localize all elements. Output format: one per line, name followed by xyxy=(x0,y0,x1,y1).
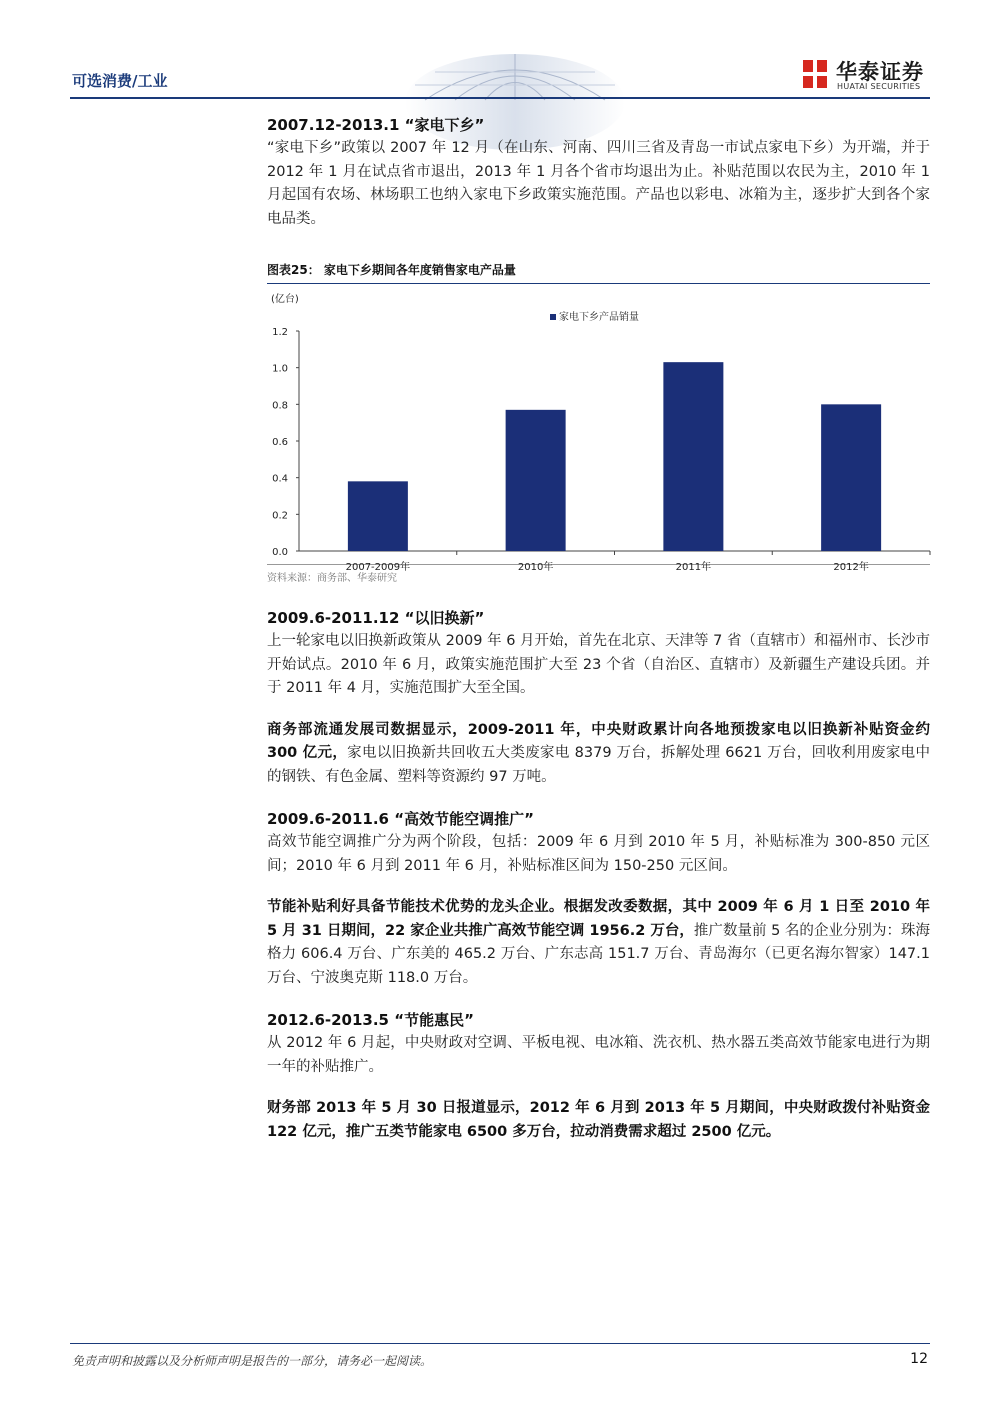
section-title: 2012.6-2013.5 “节能惠民” xyxy=(267,1011,474,1029)
y-tick-label: 0.4 xyxy=(272,473,288,485)
huatai-logo xyxy=(800,58,930,94)
page-number: 12 xyxy=(910,1351,928,1367)
x-tick-label: 2010年 xyxy=(517,562,554,573)
y-tick-label: 1.2 xyxy=(272,327,288,338)
section-paragraph: 高效节能空调推广分为两个阶段，包括：2009 年 6 月到 2010 年 5 月，补贴标准为 300-850 元区间；2010 年 6 月到 2011 年 6 月，补贴标准区间为 150-250 元区间。 xyxy=(267,834,930,874)
disclaimer: 免责声明和披露以及分析师声明是报告的一部分，请务必一起阅读。 xyxy=(72,1354,433,1368)
legend-swatch xyxy=(550,314,556,320)
section-paragraph: 上一轮家电以旧换新政策从 2009 年 6 月开始，首先在北京、天津等 7 省（直辖市）和福州市、长沙市开始试点。2010 年 6 月，政策实施范围扩大至 23 个省（自治区、直辖市）及新疆生产建设兵团。并于 2011 年 4 月，实施范围扩大至全国。 xyxy=(267,633,931,696)
section-paragraph: “家电下乡”政策以 2007 年 12 月（在山东、河南、四川三省及青岛一市试点家电下乡）为开端，并于 2012 年 1 月在试点省市退出，2013 年 1 月各个省市均退出为止。补贴范围以农民为主，2010 年 1 月起国有农场、林场职工也纳入家电下乡政策实施范围。产品也以彩电、冰箱为主，逐步扩大到各个家电品类。 xyxy=(267,140,930,227)
section-title: 2007.12-2013.1 “家电下乡” xyxy=(267,116,485,134)
x-tick-label: 2011年 xyxy=(675,562,712,573)
section-title: 2009.6-2011.12 “以旧换新” xyxy=(267,609,485,627)
y-axis-label: (亿台) xyxy=(271,294,299,305)
body-text: 家电以旧换新共回收五大类废家电 8379 万台，拆解处理 6621 万台，回收利用废家电中的钢铁、有色金属、塑料等资源约 97 万吨。 xyxy=(267,745,930,785)
section-paragraph: 从 2012 年 6 月起，中央财政对空调、平板电视、电冰箱、洗衣机、热水器五类高效节能家电进行为期一年的补贴推广。 xyxy=(267,1035,930,1075)
section-title: 2009.6-2011.6 “高效节能空调推广” xyxy=(267,810,534,828)
highlight-text: 商务部流通发展司数据显示，2009-2011 年，中央财政累计向各地预拨家电以旧换新补贴资金约 300 亿元， xyxy=(267,721,930,761)
section-paragraph xyxy=(267,1097,930,1144)
chart-bar xyxy=(506,410,566,551)
section-paragraph xyxy=(267,719,930,790)
chart-svg xyxy=(267,284,930,573)
highlight-text: 财务部 2013 年 5 月 30 日报道显示，2012 年 6 月到 2013 年 5 月期间，中央财政拨付补贴资金 122 亿元，推广五类节能家电 6500 多万台，拉动消费需求超过 2500 亿元。 xyxy=(267,1100,930,1140)
figure-source: 资料来源：商务部、华泰研究 xyxy=(267,573,397,584)
y-tick-label: 0.2 xyxy=(272,510,288,522)
legend-label: 家电下乡产品销量 xyxy=(559,312,639,323)
y-tick-label: 1.0 xyxy=(272,363,288,375)
x-tick-label: 2012年 xyxy=(833,562,869,573)
bar-chart xyxy=(267,284,930,573)
y-tick-label: 0.8 xyxy=(272,400,288,412)
huatai-logo-mark-icon xyxy=(800,58,830,90)
y-tick-label: 0.0 xyxy=(272,547,288,558)
chart-bar xyxy=(348,481,408,551)
globe-decoration-icon xyxy=(385,40,645,100)
chart-bar xyxy=(821,404,881,551)
main-content xyxy=(267,113,930,1144)
section-paragraph xyxy=(267,896,930,990)
highlight-text: 节能补贴利好具备节能技术优势的龙头企业。根据发改委数据，其中 2009 年 6 月 1 日至 2010 年 5 月 31 日期间，22 家企业共推广高效节能空调 1956.2 万台， xyxy=(267,899,930,939)
report-category: 可选消费/工业 xyxy=(72,72,168,90)
chart-bar xyxy=(663,362,723,551)
header-divider xyxy=(70,97,930,99)
logo-english-name: HUATAI SECURITIES xyxy=(837,82,921,91)
figure-title: 图表25： 家电下乡期间各年度销售家电产品量 xyxy=(267,263,516,277)
y-tick-label: 0.6 xyxy=(272,437,288,448)
body-text: 推广数量前 5 名的企业分别为：珠海格力 606.4 万台、广东美的 465.2 万台、广东志高 151.7 万台、青岛海尔（已更名海尔智家）147.1 万台、宁波奥克斯 118.0 万台。 xyxy=(267,922,931,986)
logo-chinese-name: 华泰证券 xyxy=(836,60,924,84)
x-tick-label: 2007-2009年 xyxy=(345,562,411,573)
footer-divider xyxy=(70,1343,930,1344)
